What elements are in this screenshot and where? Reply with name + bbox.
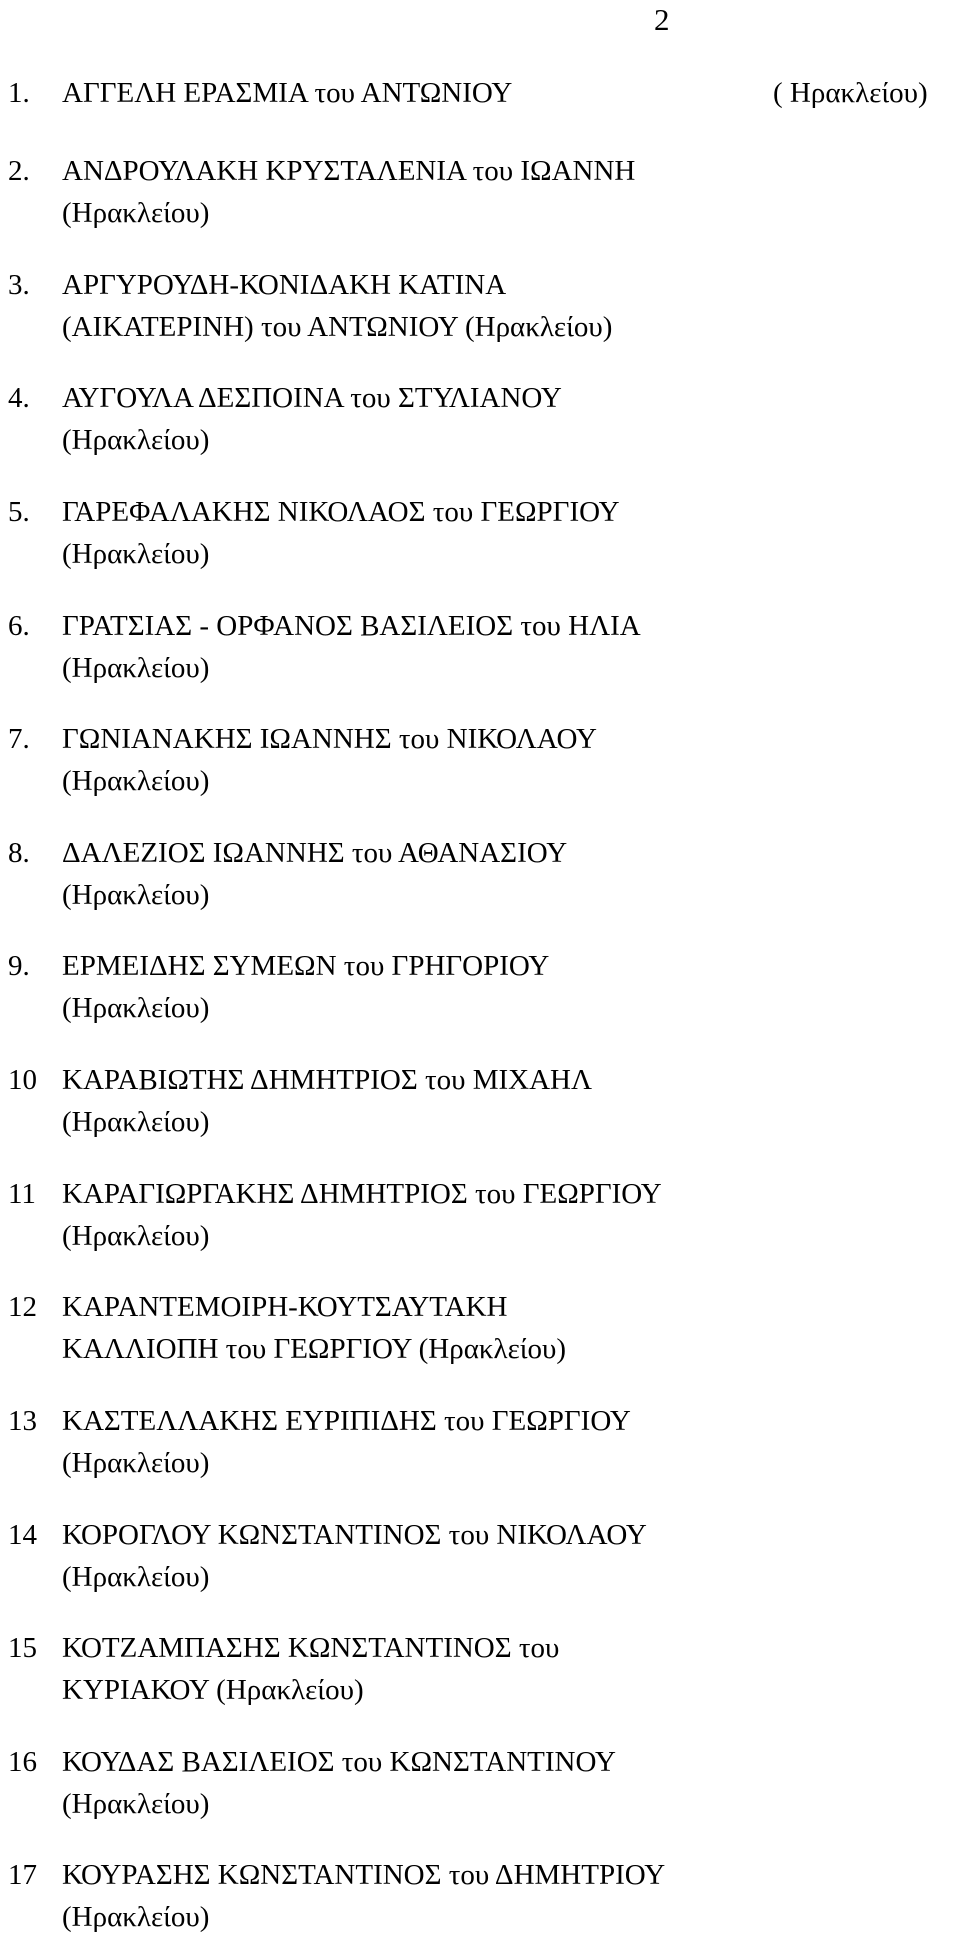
entry-line-2: (Ηρακλείου) [62, 1447, 210, 1479]
entry-line-2: (Ηρακλείου) [62, 652, 210, 684]
entry-line-1: ΚΟΥΔΑΣ ΒΑΣΙΛΕΙΟΣ του ΚΩΝΣΤΑΝΤΙΝΟΥ [62, 1746, 616, 1778]
entry-number: 4. [8, 382, 30, 414]
entry-number: 12 [8, 1291, 37, 1323]
entry-number: 11 [8, 1178, 36, 1210]
entry-line-1: ΚΑΡΑΓΙΩΡΓΑΚΗΣ ΔΗΜΗΤΡΙΟΣ του ΓΕΩΡΓΙΟΥ [62, 1178, 662, 1210]
entry-line-1: ΑΝΔΡΟΥΛΑΚΗ ΚΡΥΣΤΑΛΕΝΙΑ του ΙΩΑΝΝΗ [62, 155, 636, 187]
entry-line-1: ΓΑΡΕΦΑΛΑΚΗΣ ΝΙΚΟΛΑΟΣ του ΓΕΩΡΓΙΟΥ [62, 496, 620, 528]
page-number: 2 [654, 2, 670, 37]
entry-line-2: (Ηρακλείου) [62, 992, 210, 1024]
entry-line-1: ΑΡΓΥΡΟΥΔΗ-ΚΟΝΙΔΑΚΗ ΚΑΤΙΝΑ [62, 269, 507, 301]
entry-line-1: ΚΟΡΟΓΛΟΥ ΚΩΝΣΤΑΝΤΙΝΟΣ του ΝΙΚΟΛΑΟΥ [62, 1519, 647, 1551]
entry-number: 7. [8, 723, 30, 755]
entry-number: 10 [8, 1064, 37, 1096]
entry-text [62, 945, 762, 1029]
entry-line-1: ΑΥΓΟΥΛΑ ΔΕΣΠΟΙΝΑ του ΣΤΥΛΙΑΝΟΥ [62, 382, 562, 414]
entry-line-1: ΑΓΓΕΛΗ ΕΡΑΣΜΙΑ του ΑΝΤΩΝΙΟΥ [62, 77, 513, 109]
entry-text [62, 1854, 762, 1938]
entry-text [62, 718, 762, 802]
entry-text [62, 832, 762, 916]
entry-number: 3. [8, 269, 30, 301]
entry-text [62, 491, 762, 575]
entry-line-2: (Ηρακλείου) [62, 1788, 210, 1820]
entry-number: 1. [8, 77, 30, 109]
entry-line-1: ΚΑΡΑΒΙΩΤΗΣ ΔΗΜΗΤΡΙΟΣ του ΜΙΧΑΗΛ [62, 1064, 593, 1096]
entry-number: 17 [8, 1859, 37, 1891]
entry-number: 8. [8, 837, 30, 869]
entry-line-1: ΓΩΝΙΑΝΑΚΗΣ ΙΩΑΝΝΗΣ του ΝΙΚΟΛΑΟΥ [62, 723, 597, 755]
entry-line-2: (Ηρακλείου) [62, 1561, 210, 1593]
entry-line-2: (Ηρακλείου) [62, 424, 210, 456]
entry-number: 13 [8, 1405, 37, 1437]
entry-line-2: (Ηρακλείου) [62, 765, 210, 797]
entry-text [62, 1059, 762, 1143]
entry-line-2: (Ηρακλείου) [62, 1106, 210, 1138]
entry-line-2: (Ηρακλείου) [62, 879, 210, 911]
entry-text [62, 377, 762, 461]
entry-line-2: (Ηρακλείου) [62, 197, 210, 229]
entry-number: 16 [8, 1746, 37, 1778]
entry-number: 6. [8, 610, 30, 642]
entry-text [62, 1514, 762, 1598]
entry-right-note: ( Ηρακλείου) [773, 77, 928, 109]
entry-line-1: ΓΡΑΤΣΙΑΣ - ΟΡΦΑΝΟΣ ΒΑΣΙΛΕΙΟΣ του ΗΛΙΑ [62, 610, 641, 642]
entry-line-1: ΔΑΛΕΖΙΟΣ ΙΩΑΝΝΗΣ του ΑΘΑΝΑΣΙΟΥ [62, 837, 568, 869]
entry-line-1: ΕΡΜΕΙΔΗΣ ΣΥΜΕΩΝ του ΓΡΗΓΟΡΙΟΥ [62, 950, 550, 982]
entry-line-2: (Ηρακλείου) [62, 1901, 210, 1933]
entry-number: 14 [8, 1519, 37, 1551]
entry-text [62, 1173, 762, 1257]
entry-number: 15 [8, 1632, 37, 1664]
entry-number: 9. [8, 950, 30, 982]
entry-text [62, 150, 762, 234]
entry-line-2: (Ηρακλείου) [62, 1220, 210, 1252]
entry-line-1: ΚΟΥΡΑΣΗΣ ΚΩΝΣΤΑΝΤΙΝΟΣ του ΔΗΜΗΤΡΙΟΥ [62, 1859, 666, 1891]
entry-line-1: ΚΑΣΤΕΛΛΑΚΗΣ ΕΥΡΙΠΙΔΗΣ του ΓΕΩΡΓΙΟΥ [62, 1405, 631, 1437]
entry-text [62, 605, 762, 689]
entry-text [62, 1627, 762, 1711]
entry-line-2: ΚΑΛΛΙΟΠΗ του ΓΕΩΡΓΙΟΥ (Ηρακλείου) [62, 1333, 567, 1365]
entry-line-1: ΚΑΡΑΝΤΕΜΟΙΡΗ-ΚΟΥΤΣΑΥΤΑΚΗ [62, 1291, 508, 1323]
entry-number: 5. [8, 496, 30, 528]
entry-number: 2. [8, 155, 30, 187]
entry-line-2: ΚΥΡΙΑΚΟΥ (Ηρακλείου) [62, 1674, 364, 1706]
entry-text [62, 1741, 762, 1825]
entry-line-2: (ΑΙΚΑΤΕΡΙΝΗ) του ΑΝΤΩΝΙΟΥ (Ηρακλείου) [62, 311, 613, 343]
entry-line-1: ΚΟΤΖΑΜΠΑΣΗΣ ΚΩΝΣΤΑΝΤΙΝΟΣ του [62, 1632, 560, 1664]
entry-line-2: (Ηρακλείου) [62, 538, 210, 570]
entry-text [62, 72, 762, 114]
entry-text [62, 1286, 762, 1370]
entry-text [62, 1400, 762, 1484]
entry-text [62, 264, 762, 348]
